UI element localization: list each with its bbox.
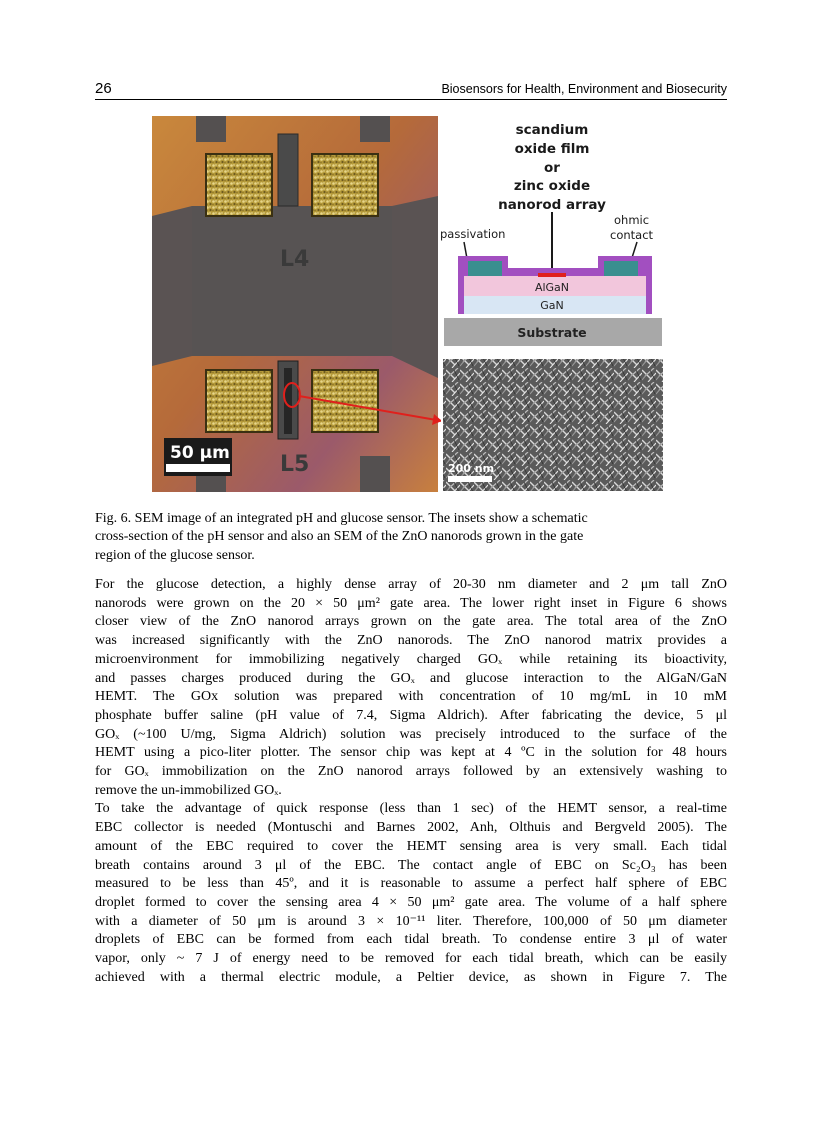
caption-line: region of the glucose sensor. <box>95 547 255 563</box>
text-line: phosphate buffer saline (pH value of 7.4, Sigma Aldrich). After fabricating the device, 5 μl <box>95 707 727 723</box>
text-line: vapor, only ~ 7 J of energy need to be removed for each tidal breath, which can be easily <box>95 951 727 967</box>
text-line: droplet formed to cover the sensing area 4 × 50 μm² gate area. The volume of a half sphere <box>95 894 727 910</box>
figure-graphic <box>152 116 664 492</box>
text-line: with a diameter of 50 μm is around 3 × 10⁻¹¹ liter. Therefore, 100,000 of 50 μm diameter <box>95 913 727 929</box>
text-line: closer view of the ZnO nanorod arrays grown on the gate area. The total area of the ZnO <box>95 614 727 630</box>
figure-6 <box>152 116 664 492</box>
text-line: HEMT using a pico-liter plotter. The sensor chip was kept at 4 ºC in the solution for 48 hours <box>95 745 727 761</box>
text-line: achieved with a thermal electric module, a Peltier device, as shown in Figure 7. The <box>95 969 727 985</box>
callout-text-5: nanorod array <box>498 197 606 213</box>
text-line: remove the un-immobilized GOₓ. <box>95 782 282 798</box>
book-title: Biosensors for Health, Environment and Biosecurity <box>441 82 727 96</box>
label-algan: AlGaN <box>534 281 570 294</box>
text-line: was increased significantly with the ZnO nanorods. The ZnO nanorod matrix provides a <box>95 633 727 649</box>
text-line: measured to be less than 45º, and it is reasonable to assume a perfect half sphere of EBC <box>95 876 727 892</box>
caption-line: Fig. 6. SEM image of an integrated pH and glucose sensor. The insets show a schematic <box>95 511 588 526</box>
text-line: and passes charges produced during the GOₓ and glucose interaction to the AlGaN/GaN <box>95 670 727 686</box>
device-label-bottom: L5 <box>280 452 310 477</box>
callout-text-1: scandium <box>515 122 589 138</box>
micrograph-scale-bar <box>166 464 230 472</box>
callout-text-4: zinc oxide <box>513 178 591 194</box>
paragraph-glucose-detection <box>95 576 727 800</box>
text-line: HEMT. The GOx solution was prepared with concentration of 10 mg/mL in 10 mM <box>95 689 727 705</box>
sem-scale-label: 200 nm <box>448 462 495 475</box>
micrograph-scale-label: 50 µm <box>170 443 230 463</box>
figure-caption <box>95 510 727 565</box>
device-label-top: L4 <box>280 247 310 272</box>
callout-text-3: or <box>544 160 560 176</box>
caption-line: cross-section of the pH sensor and also an SEM of the ZnO nanorods grown in the gate <box>95 529 584 545</box>
body-text <box>95 576 727 987</box>
hemt-schematic <box>438 116 664 354</box>
text-line: nanorods were grown on the 20 × 50 μm² gate area. The lower right inset in Figure 6 shows <box>95 595 727 611</box>
sem-inset <box>442 358 664 492</box>
callout-text-2: oxide film <box>514 141 590 157</box>
text-line: amount of the EBC required to cover the HEMT sensing area is very small. Each tidal <box>95 838 727 854</box>
text-line: For the glucose detection, a highly dense array of 20-30 nm diameter and 2 μm tall ZnO <box>95 577 727 592</box>
label-substrate: Substrate <box>517 325 587 340</box>
label-passivation: passivation <box>440 227 506 241</box>
text-line: breath contains around 3 μl of the EBC. The contact angle of EBC on Sc₂O₃ has been <box>95 857 727 873</box>
running-header <box>95 80 727 100</box>
text-line: microenvironment for immobilizing negatively charged GOₓ while retaining its bioactivity, <box>95 651 727 667</box>
label-gan: GaN <box>540 299 564 312</box>
text-line: for GOₓ immobilization on the ZnO nanorod arrays followed by an extensively washing to <box>95 764 727 780</box>
sem-scale-bar <box>448 476 492 482</box>
text-line: EBC collector is needed (Montuschi and Barnes 2002, Anh, Olthuis and Bergveld 2005). The <box>95 820 727 836</box>
text-line: droplets of EBC can be formed from each tidal breath. To condense entire 3 μl of water <box>95 932 727 948</box>
gate-film <box>538 273 566 277</box>
contact-left <box>468 261 502 276</box>
sensor-micrograph <box>152 116 442 492</box>
contact-right <box>604 261 638 276</box>
page-number: 26 <box>95 80 112 97</box>
text-line: GOₓ (~100 U/mg, Sigma Aldrich) solution was precisely introduced to the surface of the <box>95 726 727 742</box>
label-contact: contact <box>610 228 654 242</box>
text-line: To take the advantage of quick response (less than 1 sec) of the HEMT sensor, a real-time <box>95 801 727 817</box>
label-ohmic: ohmic <box>614 213 650 227</box>
paragraph-ebc-collector <box>95 800 727 987</box>
